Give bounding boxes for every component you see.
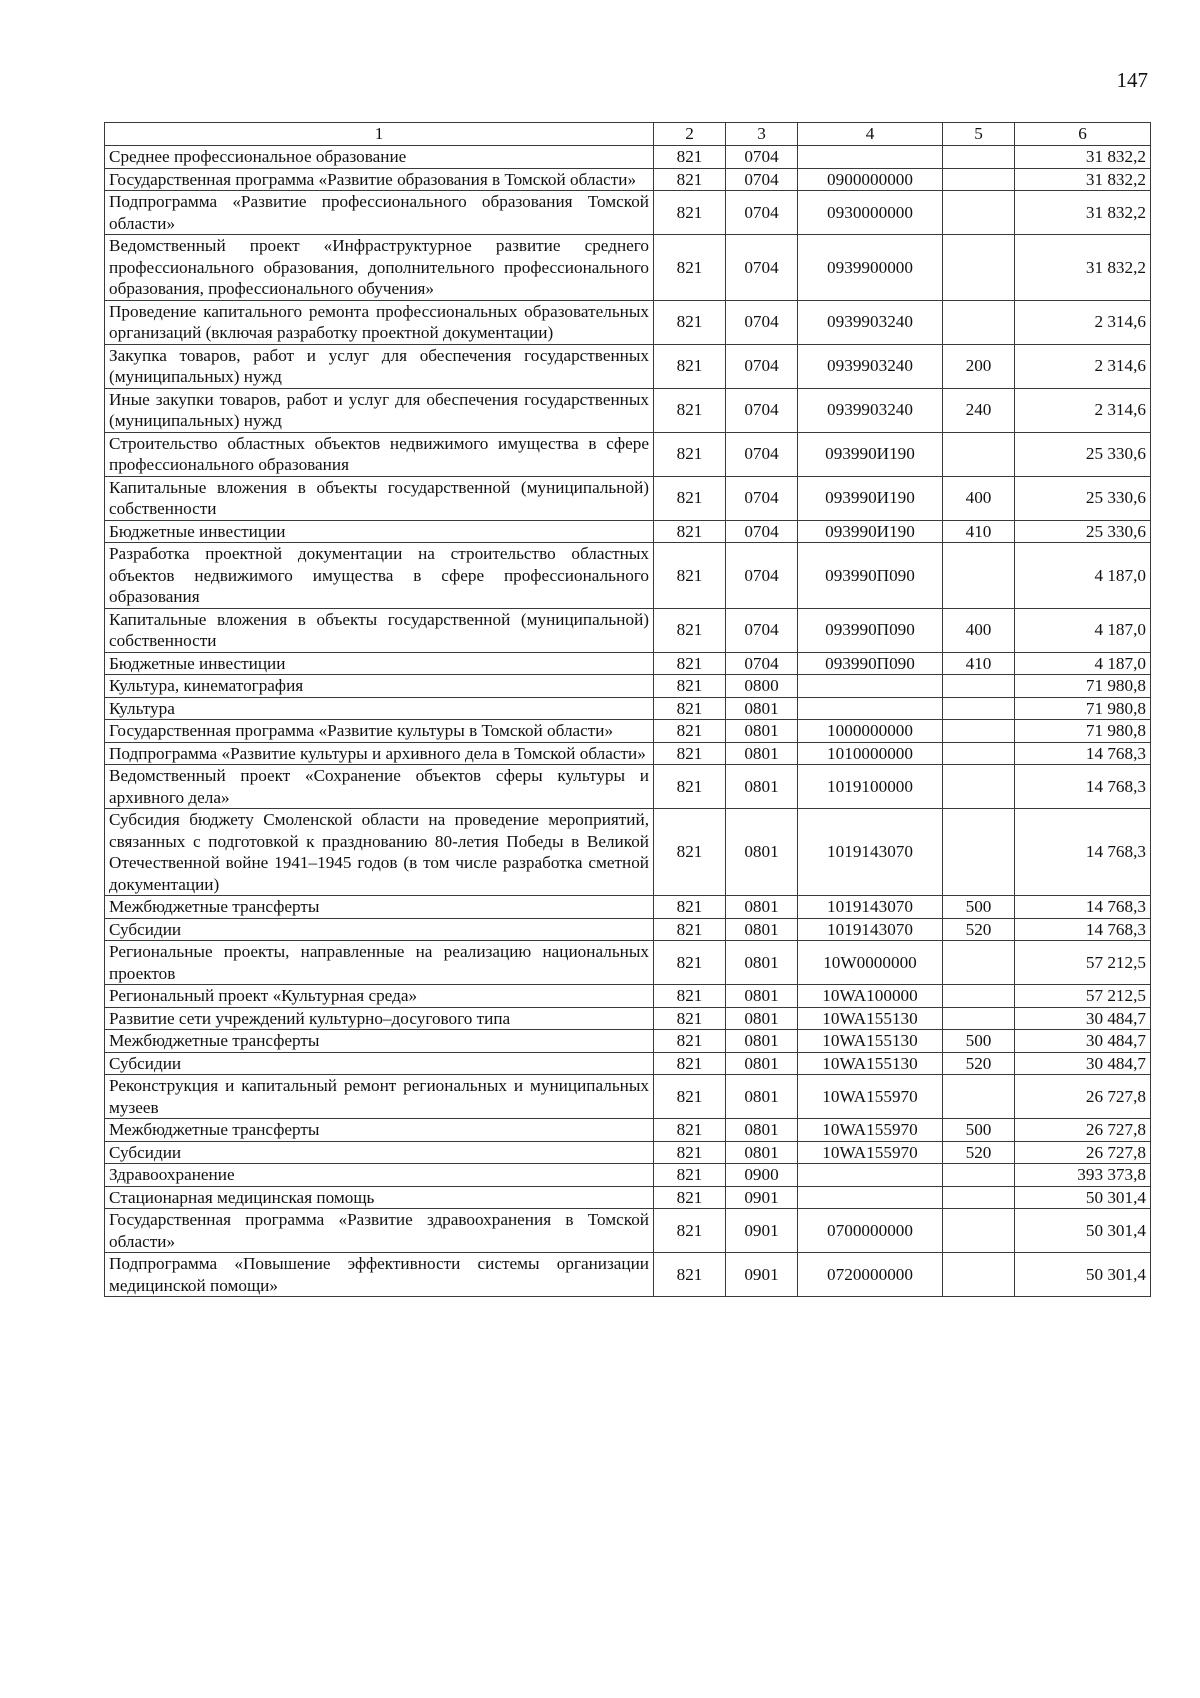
table-row [105,652,1151,675]
table-row [105,1052,1151,1075]
cell-expense-type-code: 410 [943,520,1015,543]
cell-amount: 2 314,6 [1015,344,1151,388]
cell-expense-type-code: 400 [943,608,1015,652]
cell-expense-type-code [943,985,1015,1008]
cell-amount: 14 768,3 [1015,765,1151,809]
header-cell: 2 [654,123,726,146]
cell-target-item-code: 093990И190 [798,520,943,543]
cell-ministry-code: 821 [654,1209,726,1253]
cell-ministry-code: 821 [654,918,726,941]
cell-amount: 393 373,8 [1015,1164,1151,1187]
cell-expense-type-code: 240 [943,388,1015,432]
cell-name: Культура, кинематография [105,675,654,698]
cell-target-item-code [798,146,943,169]
cell-expense-type-code: 500 [943,1119,1015,1142]
cell-expense-type-code [943,720,1015,743]
cell-section-code: 0704 [726,300,798,344]
cell-ministry-code: 821 [654,697,726,720]
cell-name: Капитальные вложения в объекты государственной (муниципальной) собственности [105,608,654,652]
table-row [105,1164,1151,1187]
cell-expense-type-code: 400 [943,476,1015,520]
cell-target-item-code [798,697,943,720]
cell-target-item-code: 0939903240 [798,300,943,344]
cell-target-item-code [798,1186,943,1209]
cell-ministry-code: 821 [654,191,726,235]
cell-amount: 30 484,7 [1015,1030,1151,1053]
cell-expense-type-code: 410 [943,652,1015,675]
cell-section-code: 0801 [726,742,798,765]
cell-section-code: 0901 [726,1253,798,1297]
cell-amount: 31 832,2 [1015,235,1151,301]
cell-expense-type-code [943,146,1015,169]
cell-amount: 25 330,6 [1015,520,1151,543]
cell-expense-type-code [943,765,1015,809]
cell-name: Субсидии [105,1052,654,1075]
cell-amount: 4 187,0 [1015,608,1151,652]
cell-name: Межбюджетные трансферты [105,896,654,919]
cell-section-code: 0801 [726,1030,798,1053]
cell-target-item-code: 1010000000 [798,742,943,765]
cell-name: Развитие сети учреждений культурно–досугового типа [105,1007,654,1030]
cell-ministry-code: 821 [654,1052,726,1075]
table-row [105,476,1151,520]
cell-target-item-code [798,675,943,698]
cell-ministry-code: 821 [654,432,726,476]
cell-name: Субсидии [105,1141,654,1164]
cell-name: Закупка товаров, работ и услуг для обеспечения государственных (муниципальных) нужд [105,344,654,388]
cell-name: Подпрограмма «Развитие культуры и архивного дела в Томской области» [105,742,654,765]
header-cell: 3 [726,123,798,146]
cell-amount: 71 980,8 [1015,720,1151,743]
cell-expense-type-code: 520 [943,1052,1015,1075]
table-row [105,742,1151,765]
cell-expense-type-code: 200 [943,344,1015,388]
cell-ministry-code: 821 [654,1253,726,1297]
table-row [105,896,1151,919]
cell-ministry-code: 821 [654,985,726,1008]
cell-expense-type-code [943,675,1015,698]
cell-name: Региональный проект «Культурная среда» [105,985,654,1008]
cell-ministry-code: 821 [654,742,726,765]
cell-section-code: 0900 [726,1164,798,1187]
table-row [105,608,1151,652]
table-row [105,720,1151,743]
cell-name: Здравоохранение [105,1164,654,1187]
cell-expense-type-code [943,1253,1015,1297]
table-row [105,675,1151,698]
cell-amount: 31 832,2 [1015,191,1151,235]
cell-section-code: 0801 [726,1007,798,1030]
cell-name: Межбюджетные трансферты [105,1030,654,1053]
cell-name: Ведомственный проект «Инфраструктурное развитие среднего профессионального образования, дополнительного профессионального образования, профессионального обучения» [105,235,654,301]
cell-expense-type-code: 500 [943,896,1015,919]
cell-ministry-code: 821 [654,300,726,344]
cell-expense-type-code: 520 [943,1141,1015,1164]
cell-section-code: 0801 [726,697,798,720]
cell-section-code: 0704 [726,146,798,169]
table-row [105,520,1151,543]
cell-amount: 31 832,2 [1015,168,1151,191]
cell-expense-type-code [943,941,1015,985]
cell-target-item-code: 1000000000 [798,720,943,743]
cell-target-item-code: 10WA155970 [798,1141,943,1164]
table-row [105,1119,1151,1142]
cell-ministry-code: 821 [654,1007,726,1030]
cell-amount: 30 484,7 [1015,1052,1151,1075]
cell-target-item-code: 1019143070 [798,809,943,896]
cell-expense-type-code [943,235,1015,301]
cell-expense-type-code [943,300,1015,344]
table-row [105,985,1151,1008]
cell-target-item-code [798,1164,943,1187]
table-row [105,941,1151,985]
cell-amount: 50 301,4 [1015,1253,1151,1297]
cell-expense-type-code [943,1209,1015,1253]
cell-target-item-code: 0720000000 [798,1253,943,1297]
cell-target-item-code: 0939903240 [798,388,943,432]
cell-name: Ведомственный проект «Сохранение объектов сферы культуры и архивного дела» [105,765,654,809]
table-body [105,123,1151,1297]
cell-expense-type-code [943,191,1015,235]
cell-section-code: 0801 [726,985,798,1008]
table-row [105,1253,1151,1297]
cell-section-code: 0801 [726,1141,798,1164]
cell-name: Строительство областных объектов недвижимого имущества в сфере профессионального образования [105,432,654,476]
table-row [105,168,1151,191]
cell-section-code: 0704 [726,520,798,543]
cell-section-code: 0704 [726,652,798,675]
cell-expense-type-code: 500 [943,1030,1015,1053]
cell-amount: 2 314,6 [1015,300,1151,344]
table-row [105,388,1151,432]
cell-expense-type-code [943,1186,1015,1209]
cell-target-item-code: 1019143070 [798,896,943,919]
budget-table [104,122,1151,1297]
cell-name: Межбюджетные трансферты [105,1119,654,1142]
cell-ministry-code: 821 [654,896,726,919]
cell-amount: 26 727,8 [1015,1141,1151,1164]
cell-expense-type-code [943,432,1015,476]
table-row [105,697,1151,720]
cell-ministry-code: 821 [654,344,726,388]
cell-expense-type-code [943,543,1015,609]
cell-target-item-code: 0700000000 [798,1209,943,1253]
cell-amount: 26 727,8 [1015,1119,1151,1142]
cell-amount: 14 768,3 [1015,896,1151,919]
cell-name: Государственная программа «Развитие образования в Томской области» [105,168,654,191]
cell-amount: 4 187,0 [1015,543,1151,609]
cell-amount: 4 187,0 [1015,652,1151,675]
cell-ministry-code: 821 [654,652,726,675]
cell-target-item-code: 0930000000 [798,191,943,235]
cell-name: Бюджетные инвестиции [105,652,654,675]
cell-name: Иные закупки товаров, работ и услуг для обеспечения государственных (муниципальных) нужд [105,388,654,432]
cell-amount: 30 484,7 [1015,1007,1151,1030]
cell-ministry-code: 821 [654,941,726,985]
cell-amount: 25 330,6 [1015,476,1151,520]
cell-section-code: 0801 [726,1119,798,1142]
cell-target-item-code: 10WA155130 [798,1030,943,1053]
cell-section-code: 0801 [726,720,798,743]
cell-name: Субсидии [105,918,654,941]
cell-target-item-code: 10W0000000 [798,941,943,985]
cell-amount: 50 301,4 [1015,1186,1151,1209]
cell-amount: 57 212,5 [1015,941,1151,985]
cell-ministry-code: 821 [654,608,726,652]
table-row [105,191,1151,235]
cell-expense-type-code [943,1075,1015,1119]
cell-ministry-code: 821 [654,765,726,809]
cell-ministry-code: 821 [654,520,726,543]
cell-expense-type-code: 520 [943,918,1015,941]
cell-section-code: 0704 [726,543,798,609]
cell-amount: 25 330,6 [1015,432,1151,476]
cell-ministry-code: 821 [654,1186,726,1209]
cell-amount: 14 768,3 [1015,809,1151,896]
table-row [105,300,1151,344]
cell-ministry-code: 821 [654,235,726,301]
cell-amount: 14 768,3 [1015,918,1151,941]
cell-target-item-code: 093990П090 [798,608,943,652]
cell-target-item-code: 10WA155130 [798,1007,943,1030]
cell-expense-type-code [943,742,1015,765]
table-row [105,1075,1151,1119]
table-row [105,1030,1151,1053]
table-row [105,235,1151,301]
cell-amount: 26 727,8 [1015,1075,1151,1119]
cell-ministry-code: 821 [654,720,726,743]
table-row [105,432,1151,476]
cell-target-item-code: 0939903240 [798,344,943,388]
page-number: 147 [1116,68,1148,92]
cell-ministry-code: 821 [654,168,726,191]
cell-ministry-code: 821 [654,809,726,896]
table-row [105,809,1151,896]
cell-section-code: 0801 [726,1052,798,1075]
cell-amount: 31 832,2 [1015,146,1151,169]
cell-amount: 71 980,8 [1015,675,1151,698]
cell-ministry-code: 821 [654,1030,726,1053]
cell-target-item-code: 093990П090 [798,652,943,675]
cell-expense-type-code [943,168,1015,191]
cell-ministry-code: 821 [654,543,726,609]
cell-name: Проведение капитального ремонта профессиональных образовательных организаций (включая разработку проектной документации) [105,300,654,344]
table-row [105,765,1151,809]
cell-section-code: 0704 [726,476,798,520]
cell-name: Среднее профессиональное образование [105,146,654,169]
cell-ministry-code: 821 [654,146,726,169]
header-cell: 4 [798,123,943,146]
cell-expense-type-code [943,1007,1015,1030]
cell-ministry-code: 821 [654,1119,726,1142]
cell-target-item-code: 093990И190 [798,432,943,476]
cell-ministry-code: 821 [654,388,726,432]
table-row [105,146,1151,169]
cell-ministry-code: 821 [654,476,726,520]
cell-section-code: 0704 [726,168,798,191]
cell-section-code: 0801 [726,918,798,941]
cell-name: Подпрограмма «Развитие профессионального образования Томской области» [105,191,654,235]
cell-amount: 14 768,3 [1015,742,1151,765]
cell-section-code: 0901 [726,1186,798,1209]
cell-ministry-code: 821 [654,1141,726,1164]
cell-name: Субсидия бюджету Смоленской области на проведение мероприятий, связанных с подготовкой к празднованию 80-летия Победы в Великой Отечественной войне 1941–1945 годов (в том числе разработка сметной документации) [105,809,654,896]
cell-name: Государственная программа «Развитие здравоохранения в Томской области» [105,1209,654,1253]
cell-target-item-code: 0939900000 [798,235,943,301]
table-row [105,918,1151,941]
cell-target-item-code: 1019143070 [798,918,943,941]
cell-section-code: 0704 [726,388,798,432]
cell-ministry-code: 821 [654,675,726,698]
cell-target-item-code: 1019100000 [798,765,943,809]
cell-name: Подпрограмма «Повышение эффективности системы организации медицинской помощи» [105,1253,654,1297]
cell-target-item-code: 10WA155970 [798,1119,943,1142]
header-cell: 5 [943,123,1015,146]
cell-amount: 50 301,4 [1015,1209,1151,1253]
cell-section-code: 0704 [726,608,798,652]
cell-name: Бюджетные инвестиции [105,520,654,543]
cell-name: Культура [105,697,654,720]
cell-target-item-code: 0900000000 [798,168,943,191]
cell-section-code: 0901 [726,1209,798,1253]
cell-name: Региональные проекты, направленные на реализацию национальных проектов [105,941,654,985]
table-row [105,344,1151,388]
cell-ministry-code: 821 [654,1075,726,1119]
cell-section-code: 0801 [726,941,798,985]
cell-section-code: 0800 [726,675,798,698]
cell-amount: 2 314,6 [1015,388,1151,432]
cell-name: Разработка проектной документации на строительство областных объектов недвижимого имущества в сфере профессионального образования [105,543,654,609]
table-row [105,1007,1151,1030]
cell-target-item-code: 10WA155970 [798,1075,943,1119]
table-row [105,1141,1151,1164]
cell-name: Капитальные вложения в объекты государственной (муниципальной) собственности [105,476,654,520]
cell-section-code: 0704 [726,344,798,388]
table-row [105,1186,1151,1209]
table-row [105,543,1151,609]
cell-name: Стационарная медицинская помощь [105,1186,654,1209]
cell-target-item-code: 10WA155130 [798,1052,943,1075]
header-cell: 1 [105,123,654,146]
cell-expense-type-code [943,809,1015,896]
cell-target-item-code: 093990И190 [798,476,943,520]
cell-amount: 71 980,8 [1015,697,1151,720]
cell-section-code: 0704 [726,235,798,301]
cell-name: Государственная программа «Развитие культуры в Томской области» [105,720,654,743]
cell-name: Реконструкция и капитальный ремонт региональных и муниципальных музеев [105,1075,654,1119]
cell-ministry-code: 821 [654,1164,726,1187]
cell-section-code: 0801 [726,896,798,919]
header-row [105,123,1151,146]
cell-section-code: 0801 [726,765,798,809]
cell-section-code: 0801 [726,809,798,896]
cell-section-code: 0801 [726,1075,798,1119]
cell-target-item-code: 093990П090 [798,543,943,609]
cell-expense-type-code [943,1164,1015,1187]
header-cell: 6 [1015,123,1151,146]
cell-section-code: 0704 [726,432,798,476]
cell-section-code: 0704 [726,191,798,235]
cell-amount: 57 212,5 [1015,985,1151,1008]
table-row [105,1209,1151,1253]
cell-expense-type-code [943,697,1015,720]
cell-target-item-code: 10WA100000 [798,985,943,1008]
